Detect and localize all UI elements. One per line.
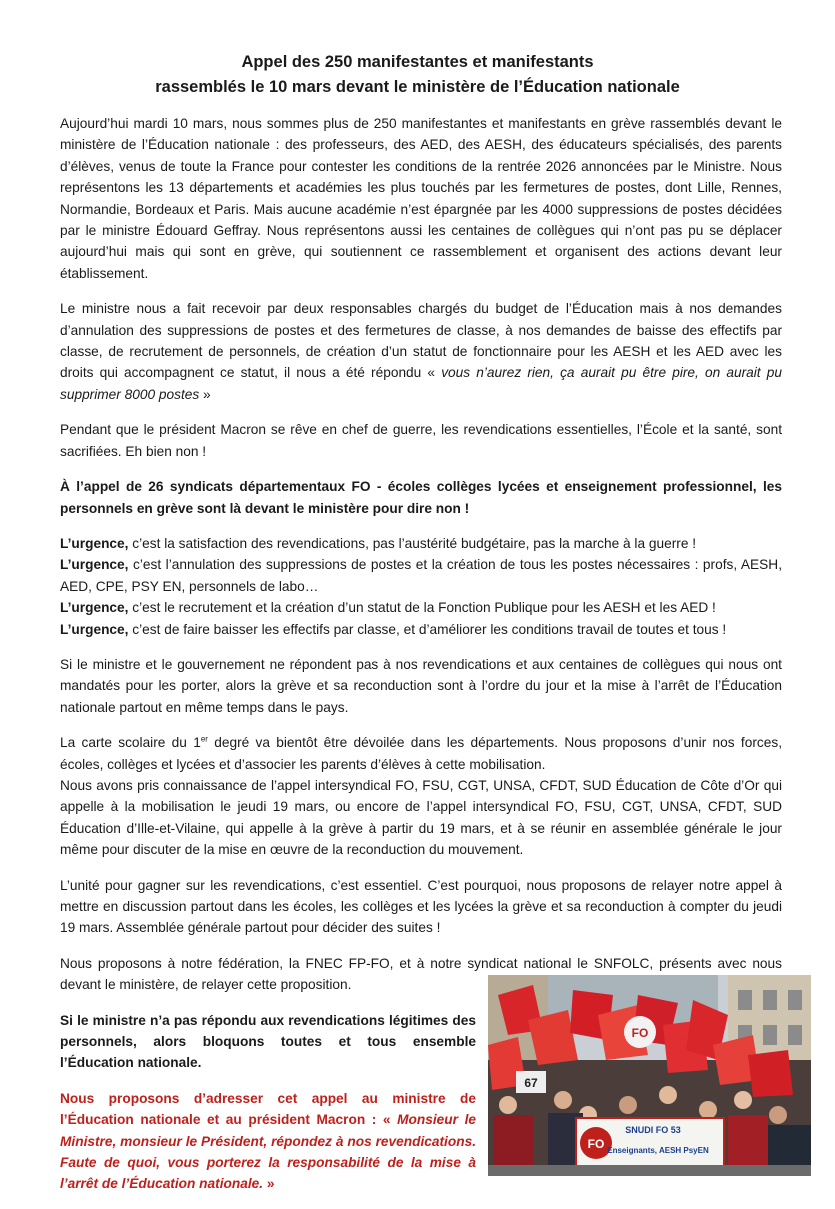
urgence-label: L’urgence, xyxy=(60,621,129,637)
photo-banner-text: SNUDI FO 53 xyxy=(625,1125,681,1135)
urgence-item xyxy=(60,554,782,597)
paragraph-greve: Si le ministre et le gouvernement ne répondent pas à nos revendications et aux centaines de collègues qui nous ont mandatés pour les porter, alors la grève et sa reconduction sont à l’ordre du jour et la mise à l’arrêt de l’Éducation nationale partout en même temps dans le pays. xyxy=(60,656,782,715)
urgence-label: L’urgence, xyxy=(60,557,129,573)
p7-text-b: degré va bientôt être dévoilée dans les départements. Nous proposons d’unir nos forces, écoles, collèges et lycées et d’associer les parents d’élèves à cette mobilisation. xyxy=(60,735,782,772)
urgence-item xyxy=(60,619,782,640)
document-title xyxy=(60,50,775,100)
svg-text:FO: FO xyxy=(587,1137,605,1151)
urgence-item xyxy=(60,533,782,554)
urgence-item xyxy=(60,597,782,618)
paragraph-urgences xyxy=(60,533,782,640)
paragraph-macron: Pendant que le président Macron se rêve en chef de guerre, les revendications essentielles, l’École et la santé, sont sacrifiées. Eh bien non ! xyxy=(60,422,782,459)
urgence-text: c’est le recrutement et la création d’un statut de la Fonction Publique pour les AESH et les AED ! xyxy=(132,600,716,616)
p7-sup: er xyxy=(200,734,208,744)
paragraph-carte-scolaire xyxy=(60,732,782,860)
paragraph-ministry-response xyxy=(60,298,782,405)
urgence-text: c’est l’annulation des suppressions de postes et la création de tous les postes nécessaires : profs, AESH, AED, CPE, PSY EN, personnels de labo… xyxy=(60,557,782,594)
protest-photo xyxy=(488,975,811,1176)
p2-quote: vous n’aurez rien, ça aurait pu être pire, on aurait pu supprimer 8000 postes xyxy=(60,365,782,402)
urgence-label: L’urgence, xyxy=(60,600,129,616)
paragraph-unite: L’unité pour gagner sur les revendications, c’est essentiel. C’est pourquoi, nous proposons de relayer notre appel à mettre en discussion partout dans les écoles, les collèges et les lycées la grève et sa reconduction à compter du jeudi 19 mars. Assemblée générale partout pour décider des suites ! xyxy=(60,877,782,936)
p11-close: » xyxy=(266,1176,275,1192)
p2-text: Le ministre nous a fait recevoir par deux responsables chargés du budget de l’Éducation mais à nos demandes d’annulation des suppressions de postes et des fermetures de classe, à nos demandes de baisse des effectifs par classe, de recrutement de personnels, de création d’un statut de fonctionnaire pour les AESH et les AED avec les droits qui accompagnent ce statut, il nous a été répondu « xyxy=(60,301,782,381)
svg-text:FO: FO xyxy=(631,1026,649,1040)
photo-banner-sub: Enseignants, AESH PsyEN xyxy=(607,1146,709,1155)
paragraph-call: À l’appel de 26 syndicats départementaux FO - écoles collèges lycées et enseignement professionnel, les personnels en grève sont là devant le ministère pour dire non ! xyxy=(60,479,782,516)
urgence-text: c’est la satisfaction des revendications, pas l’austérité budgétaire, pas la marche à la guerre ! xyxy=(132,535,697,551)
paragraph-federation: Nous proposons à notre fédération, la FNEC FP-FO, et à notre syndicat national le SNFOLC, présents avec nous devant le ministère, de relayer cette proposition. xyxy=(60,955,782,993)
paragraph-adresse xyxy=(60,1088,476,1195)
p2-close: » xyxy=(203,386,211,402)
p7-text-c: Nous avons pris connaissance de l’appel intersyndical FO, FSU, CGT, UNSA, CFDT, SUD Éducation de Côte d’Or qui appelle à la mobilisation le jeudi 19 mars, ou encore de l’appel intersyndical FO, FSU, CGT, UNSA, CFDT, SUD Éducation d’Ille-et-Vilaine, qui appelle à la grève à partir du 19 mars, et à se réunir en assemblée générale le jour même pour discuter de la mise en œuvre de la reconduction du mouvement. xyxy=(60,777,782,858)
urgence-label: L’urgence, xyxy=(60,535,129,551)
p11-text: Nous proposons d’adresser cet appel au ministre de l’Éducation nationale et au président Macron : « xyxy=(60,1090,476,1128)
p7-text-a: La carte scolaire du 1 xyxy=(60,735,201,751)
paragraph-bloquons: Si le ministre n’a pas répondu aux revendications légitimes des personnels, alors bloquons toutes et tous ensemble l’Éducation nationale. xyxy=(60,1012,476,1071)
paragraph-intro: Aujourd’hui mardi 10 mars, nous sommes plus de 250 manifestantes et manifestants en grève rassemblés devant le ministère de l’Éducation nationale : des professeurs, des AED, des AESH, des éducateurs spécialisés, des parents d’élèves, venus de toute la France pour contester les conditions de la rentrée 2026 annoncées par le Ministre. Nous représentons les 13 départements et académies les plus touchés par les fermetures de postes, dont Lille, Rennes, Normandie, Bordeaux et Paris. Mais aucune académie n’est épargnée par les 4000 suppressions de postes décidées par le ministre Édouard Geffray. Nous représentons aussi les centaines de collègues qui n’ont pas pu se déplacer aujourd’hui mais qui sont en grève, qui soutiennent ce rassemblement et organisent des actions devant leur établissement. xyxy=(60,116,782,281)
title-line-2: rassemblés le 10 mars devant le ministère de l’Éducation nationale xyxy=(155,78,680,96)
p11-quote: Monsieur le Ministre, monsieur le Président, répondez à nos revendications. Faute de quoi, vous porterez la responsabilité de la mise à l’arrêt de l’Éducation nationale. xyxy=(60,1112,476,1192)
urgence-text: c’est de faire baisser les effectifs par classe, et d’améliorer les conditions travail de toutes et tous ! xyxy=(132,621,727,637)
photo-sign-text: 67 xyxy=(524,1076,538,1090)
title-line-1: Appel des 250 manifestantes et manifestants xyxy=(241,53,594,71)
